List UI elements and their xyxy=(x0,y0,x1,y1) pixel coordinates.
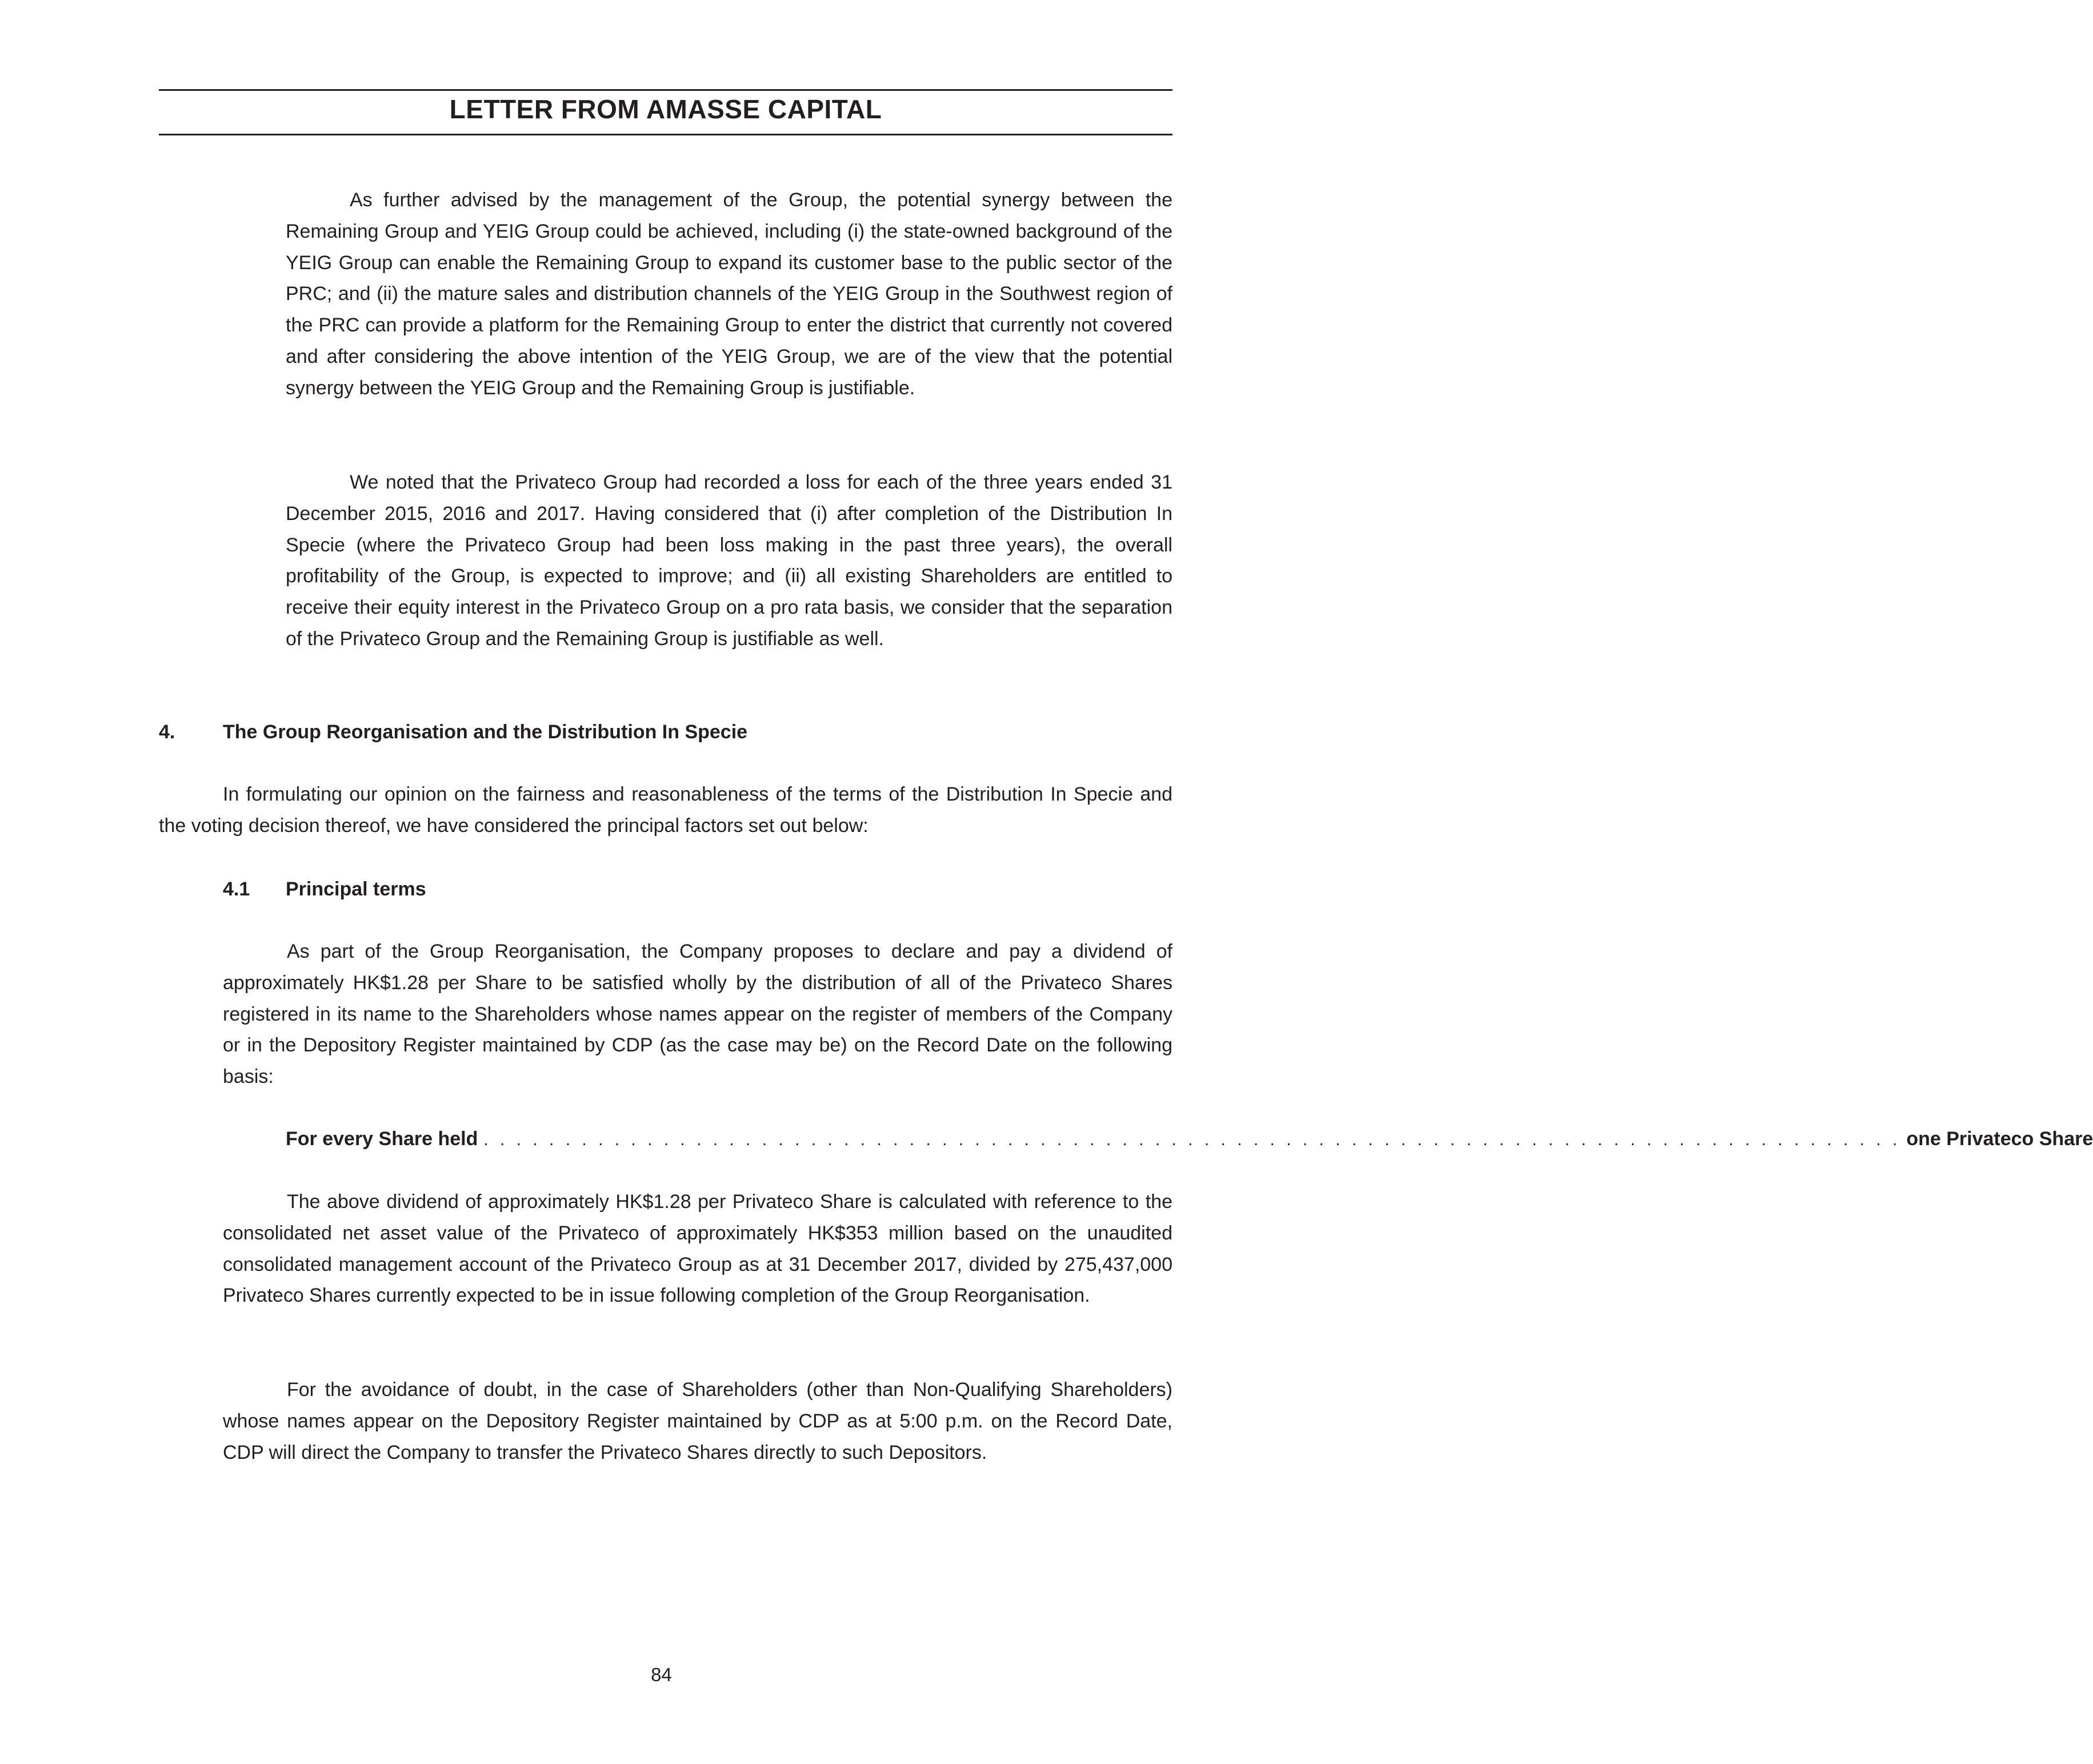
section-4-number: 4. xyxy=(159,721,175,743)
paragraph-dividend-calc: The above dividend of approximately HK$1.28 per Privateco Share is calculated with reference to the consolidated net asset value of the Privateco of approximately HK$353 million based on the unaudited consolidated management account of the Privateco Group as at 31 December 2017, divided by 275,437,000 Privateco Shares currently expected to be in issue following completion of the Group Reorganisation. xyxy=(223,1191,1172,1307)
paragraph-formulating: In formulating our opinion on the fairness and reasonableness of the terms of the Distribution In Specie and the voting decision thereof, we have considered the principal factors set out below: xyxy=(159,783,1172,837)
paragraph-avoidance: For the avoidance of doubt, in the case of Shareholders (other than Non-Qualifying Shareholders) whose names appear on the Depository Register maintained by CDP as at 5:00 p.m. on the Record Date, CDP will direct the Company to transfer the Privateco Shares directly to such Depositors. xyxy=(223,1379,1172,1463)
section-4-1-number: 4.1 xyxy=(223,878,250,900)
paragraph-synergy: As further advised by the management of the Group, the potential synergy between the Remaining Group and YEIG Group could be achieved, including (i) the state-owned background of the YEIG Group can enable the Remaining Group to expand its customer base to the public sector of the PRC; and (ii) the mature sales and distribution channels of the YEIG Group in the Southwest region of the PRC can provide a platform for the Remaining Group to enter the district that currently not covered and after considering the above intention of the YEIG Group, we are of the view that the potential synergy between the YEIG Group and the Remaining Group is justifiable. xyxy=(286,189,1172,399)
paragraph-reorganisation: As part of the Group Reorganisation, the Company proposes to declare and pay a dividend of approximately HK$1.28 per Share to be satisfied wholly by the distribution of all of the Privateco Shares registered in its name to the Shareholders whose names appear on the register of members of the Company or in the Depository Register maintained by CDP (as the case may be) on the Record Date on the following basis: xyxy=(223,941,1172,1088)
page-title: LETTER FROM AMASSE CAPITAL xyxy=(449,94,882,124)
paragraph-privateco-loss: We noted that the Privateco Group had recorded a loss for each of the three years ended 31 December 2015, 2016 and 2017. Having considered that (i) after completion of the Distribution In Specie (where the Privateco Group had been loss making in the past three years), the overall profitability of the Group, is expected to improve; and (ii) all existing Shareholders are entitled to receive their equity interest in the Privateco Group on a pro rata basis, we consider that the separation of the Privateco Group and the Remaining Group is justifiable as well. xyxy=(286,471,1172,650)
page-number: 84 xyxy=(651,1664,672,1685)
basis-right-text: one Privateco Share xyxy=(1906,1128,2093,1150)
header-top-rule xyxy=(159,89,1172,91)
section-4-title: The Group Reorganisation and the Distribution In Specie xyxy=(223,721,748,743)
header-bottom-rule xyxy=(159,134,1172,135)
basis-leader-dots: . . . . . . . . . . . . . . . . . . . . . . . . . . . . . . . . . . . . . . . . . . . . . . . . . . . . . . . . . . . . . . . . . . . . . . . . . . . . . . . . . . . . . . . xyxy=(483,1130,1901,1149)
basis-left-text: For every Share held xyxy=(286,1128,478,1150)
section-4-1-title: Principal terms xyxy=(286,878,426,900)
distribution-basis-line xyxy=(286,1123,2093,1154)
